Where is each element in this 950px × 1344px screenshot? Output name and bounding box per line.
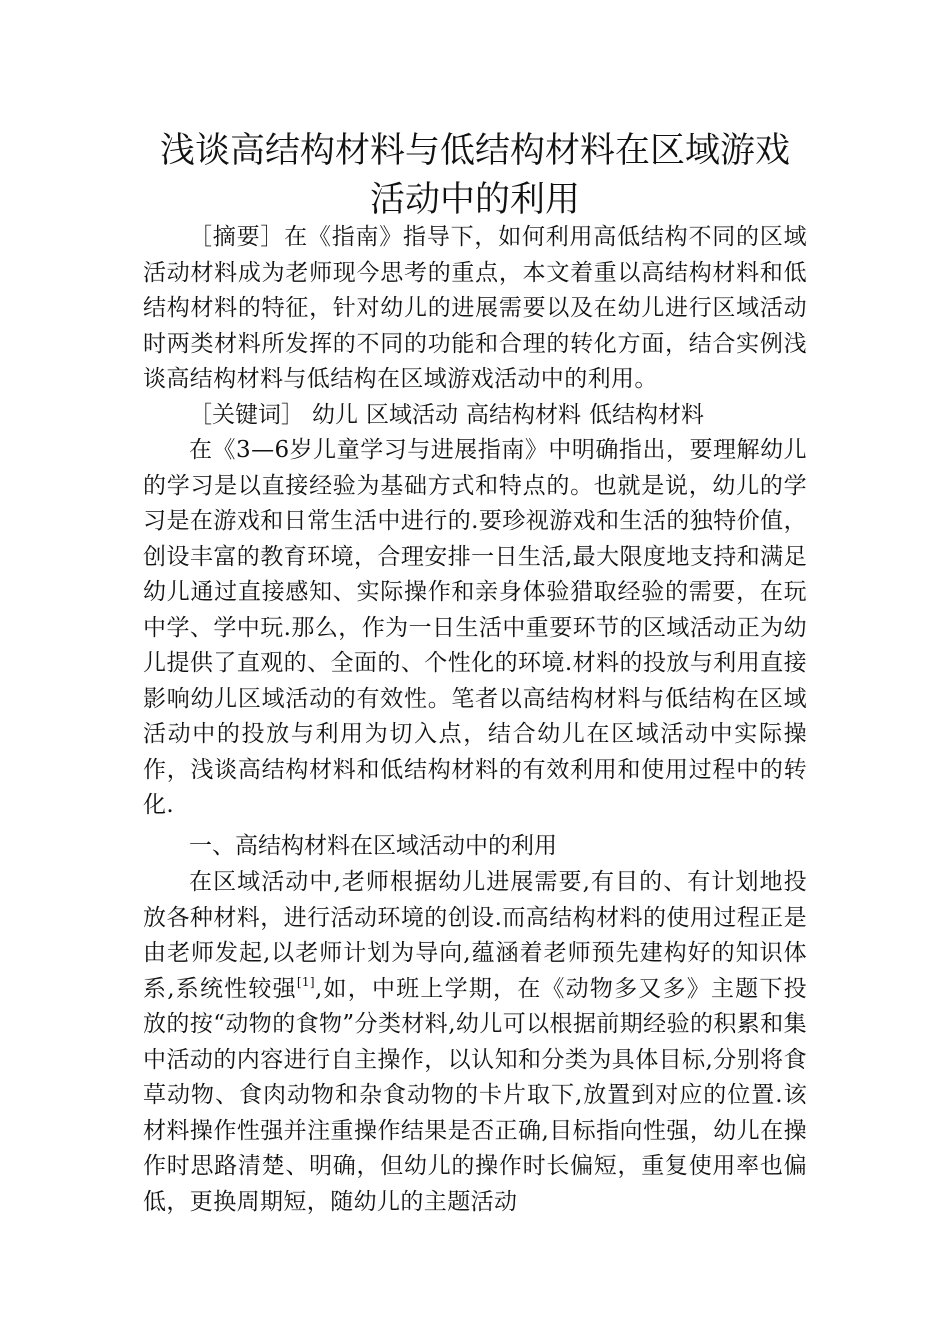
keyword: 区域活动	[366, 402, 458, 428]
section-1-text-before-ref: 在区域活动中,老师根据幼儿进展需要,有目的、有计划地投放各种材料，进行活动环境的创设.而高结构材料的使用过程正是由老师发起,以老师计划为导向,蕴涵着老师预先建构好的知识体系,系统性较强	[143, 869, 807, 1002]
keywords-line	[143, 398, 807, 434]
reference-marker: [1]	[296, 974, 316, 989]
section-1-paragraph	[143, 865, 807, 1220]
abstract-paragraph: ［摘要］在《指南》指导下，如何利用高低结构不同的区域活动材料成为老师现今思考的重点，本文着重以高结构材料和低结构材料的特征，针对幼儿的进展需要以及在幼儿进行区域活动时两类材料所发挥的不同的功能和合理的转化方面，结合实例浅谈高结构材料与低结构在区域游戏活动中的利用。	[143, 224, 807, 392]
document-title-line-2: 活动中的利用	[369, 180, 580, 220]
document-title-line-1: 浅谈高结构材料与低结构材料在区域游戏	[159, 131, 790, 171]
keyword: 低结构材料	[589, 402, 704, 428]
keyword: 幼儿	[312, 402, 358, 428]
section-1-text-after-ref: ,如，中班上学期，在《动物多又多》主题下投放的按“动物的食物”分类材料,幼儿可以根据前期经验的积累和集中活动的内容进行自主操作，以认知和分类为具体目标,分别将食草动物、食肉动物和杂食动物的卡片取下,放置到对应的位置.该材料操作性强并注重操作结果是否正确,目标指向性强，幼儿在操作时思路清楚、明确，但幼儿的操作时长偏短，重复使用率也偏低，更换周期短，随幼儿的主题活动	[143, 975, 807, 1215]
intro-paragraph: 在《3—6岁儿童学习与进展指南》中明确指出，要理解幼儿的学习是以直接经验为基础方式和特点的。也就是说，幼儿的学习是在游戏和日常生活中进行的.要珍视游戏和生活的独特价值，创设丰富的教育环境，合理安排一日生活,最大限度地支持和满足幼儿通过直接感知、实际操作和亲身体验猎取经验的需要，在玩中学、学中玩.那么，作为一日生活中重要环节的区域活动正为幼儿提供了直观的、全面的、个性化的环境.材料的投放与利用直接影响幼儿区域活动的有效性。笔者以高结构材料与低结构在区域活动中的投放与利用为切入点，结合幼儿在区域活动中实际操作，浅谈高结构材料和低结构材料的有效利用和使用过程中的转化.	[143, 437, 807, 818]
keywords-label: ［关键词］	[189, 402, 304, 428]
section-1-heading: 一、高结构材料在区域活动中的利用	[189, 833, 557, 859]
keyword: 高结构材料	[466, 402, 581, 428]
